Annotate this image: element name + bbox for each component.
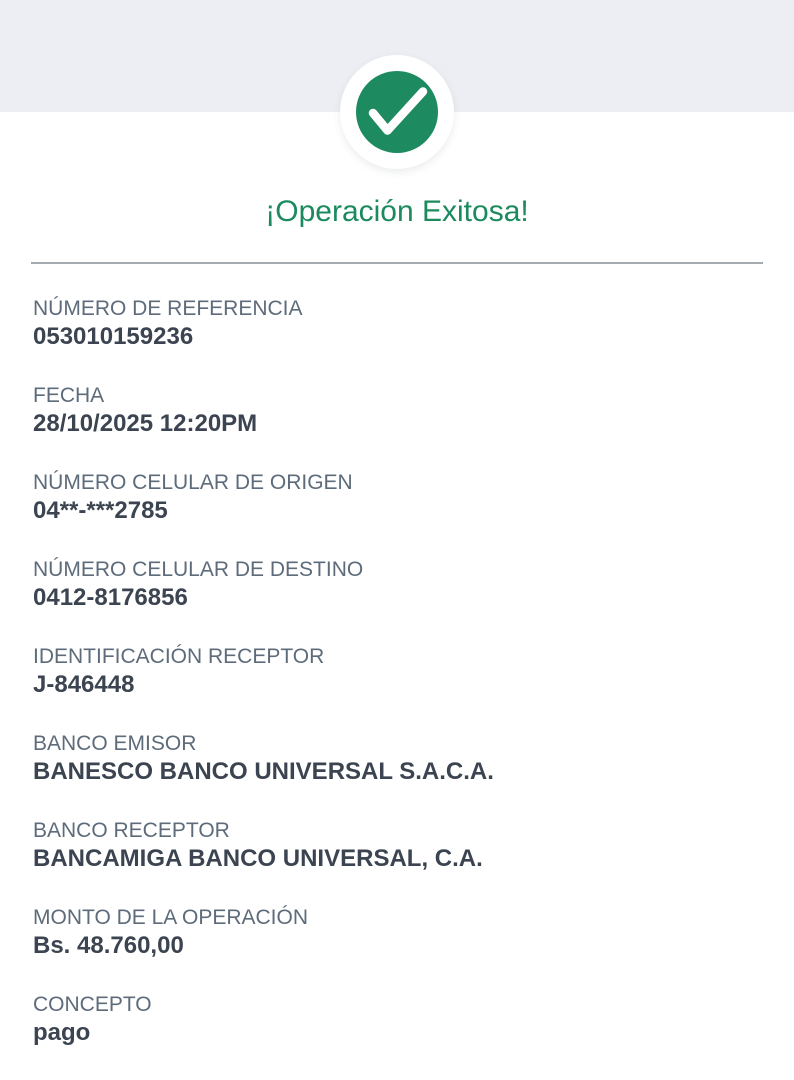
- field-value: 0412-8176856: [33, 584, 188, 611]
- receipt-field: [33, 992, 764, 1048]
- field-label: FECHA: [33, 384, 105, 407]
- field-label: NÚMERO CELULAR DE ORIGEN: [33, 471, 353, 494]
- field-label: IDENTIFICACIÓN RECEPTOR: [33, 645, 325, 668]
- success-title: ¡Operación Exitosa!: [265, 195, 529, 228]
- receipt-field: [33, 296, 764, 352]
- field-label: BANCO EMISOR: [33, 732, 197, 755]
- receipt-field: [33, 905, 764, 961]
- receipt-field: [33, 470, 764, 526]
- receipt-field: [33, 818, 764, 874]
- field-label: MONTO DE LA OPERACIÓN: [33, 906, 308, 929]
- success-circle: [356, 71, 438, 153]
- field-value: BANCAMIGA BANCO UNIVERSAL, C.A.: [33, 845, 483, 872]
- receipt-field: [33, 644, 764, 700]
- receipt-field: [33, 383, 764, 439]
- field-value: BANESCO BANCO UNIVERSAL S.A.C.A.: [33, 758, 494, 785]
- field-value: pago: [33, 1019, 91, 1046]
- field-label: BANCO RECEPTOR: [33, 819, 230, 842]
- divider-line: [31, 262, 763, 264]
- field-value: 28/10/2025 12:20PM: [33, 410, 258, 437]
- receipt-field: [33, 731, 764, 787]
- field-label: NÚMERO CELULAR DE DESTINO: [33, 558, 364, 581]
- field-value: 053010159236: [33, 323, 194, 350]
- field-value: Bs. 48.760,00: [33, 932, 184, 959]
- success-badge: [340, 55, 454, 169]
- field-label: NÚMERO DE REFERENCIA: [33, 297, 303, 320]
- field-value: 04**-***2785: [33, 497, 168, 524]
- field-label: CONCEPTO: [33, 993, 152, 1016]
- check-icon: [356, 71, 438, 153]
- field-value: J-846448: [33, 671, 135, 698]
- receipt-fields: [33, 296, 764, 1048]
- receipt-field: [33, 557, 764, 613]
